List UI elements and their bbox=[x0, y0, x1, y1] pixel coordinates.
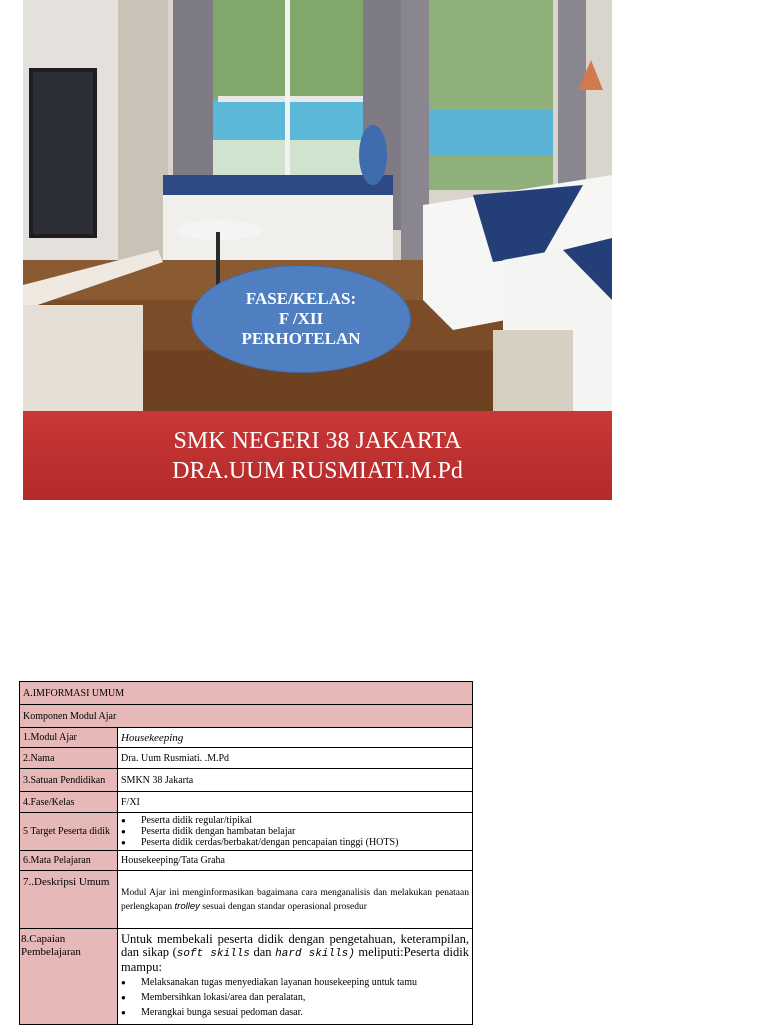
section-title: A.IMFORMASI UMUM bbox=[20, 682, 473, 705]
school-name: SMK NEGERI 38 JAKARTA bbox=[173, 427, 462, 454]
row-label: 6.Mata Pelajaran bbox=[20, 851, 118, 871]
table-row bbox=[20, 728, 473, 748]
target-list bbox=[121, 815, 469, 848]
table-row bbox=[20, 682, 473, 705]
outcome-list bbox=[121, 975, 469, 1020]
hard-skills: hard skills) bbox=[275, 948, 355, 960]
program-label: PERHOTELAN bbox=[241, 329, 361, 348]
row-label: 7..Deskripsi Umum bbox=[20, 871, 118, 929]
list-item: ● Melaksanakan tugas menyediakan layanan housekeeping untuk tamu bbox=[121, 975, 469, 990]
table-row bbox=[20, 929, 473, 1025]
table-row bbox=[20, 705, 473, 728]
learning-outcome-intro bbox=[121, 933, 469, 974]
table-row bbox=[20, 748, 473, 769]
description-part: Modul Ajar ini menginformasikan bagaimana cara menganalisis dan melakukan penataan perlengkapan bbox=[121, 887, 469, 912]
description-italic: trolley bbox=[174, 900, 200, 912]
table-row bbox=[20, 871, 473, 929]
row-value: SMKN 38 Jakarta bbox=[118, 769, 473, 792]
row-label: 4.Fase/Kelas bbox=[20, 792, 118, 813]
description-text bbox=[118, 871, 473, 929]
row-value bbox=[118, 929, 473, 1025]
list-item: ● Peserta didik regular/tipikal bbox=[121, 815, 469, 826]
row-value: Housekeeping/Tata Graha bbox=[118, 851, 473, 871]
soft-skills: soft skills bbox=[176, 948, 250, 960]
component-header: Komponen Modul Ajar bbox=[20, 705, 473, 728]
author-name: DRA.UUM RUSMIATI.M.Pd bbox=[172, 457, 463, 484]
phase-class-badge bbox=[191, 265, 411, 373]
table-row bbox=[20, 813, 473, 851]
row-label: 1.Modul Ajar bbox=[20, 728, 118, 748]
description-part: sesuai dengan standar operasional prosedur bbox=[199, 901, 367, 912]
table-row bbox=[20, 851, 473, 871]
row-value: F/XI bbox=[118, 792, 473, 813]
row-label: 3.Satuan Pendidikan bbox=[20, 769, 118, 792]
intro-part: Untuk membekali peserta didik dengan pengetahuan, keterampilan, dan sikap ( bbox=[121, 932, 469, 959]
school-banner bbox=[23, 411, 612, 500]
cover-image bbox=[23, 0, 612, 500]
row-label: 8.Capaian Pembelajaran bbox=[20, 929, 118, 1025]
row-value bbox=[118, 813, 473, 851]
list-item: ● Membersihkan lokasi/area dan peralatan, bbox=[121, 990, 469, 1005]
table-row bbox=[20, 792, 473, 813]
class-label: F /XII bbox=[278, 309, 324, 328]
list-item: ● Merangkai bunga sesuai pedoman dasar. bbox=[121, 1005, 469, 1020]
row-label: 5 Target Peserta didik bbox=[20, 813, 118, 851]
table-row bbox=[20, 769, 473, 792]
phase-label: FASE/KELAS: bbox=[245, 289, 357, 308]
list-item: ● Peserta didik dengan hambatan belajar bbox=[121, 826, 469, 837]
general-info-table bbox=[19, 681, 473, 1025]
list-item: ● Peserta didik cerdas/berbakat/dengan pencapaian tinggi (HOTS) bbox=[121, 837, 469, 848]
row-value: Housekeeping bbox=[118, 728, 473, 748]
intro-part: meliputi:Peserta didik mampu: bbox=[121, 945, 469, 974]
row-label: 2.Nama bbox=[20, 748, 118, 769]
intro-part: dan bbox=[249, 945, 276, 959]
row-value: Dra. Uum Rusmiati. .M.Pd bbox=[118, 748, 473, 769]
